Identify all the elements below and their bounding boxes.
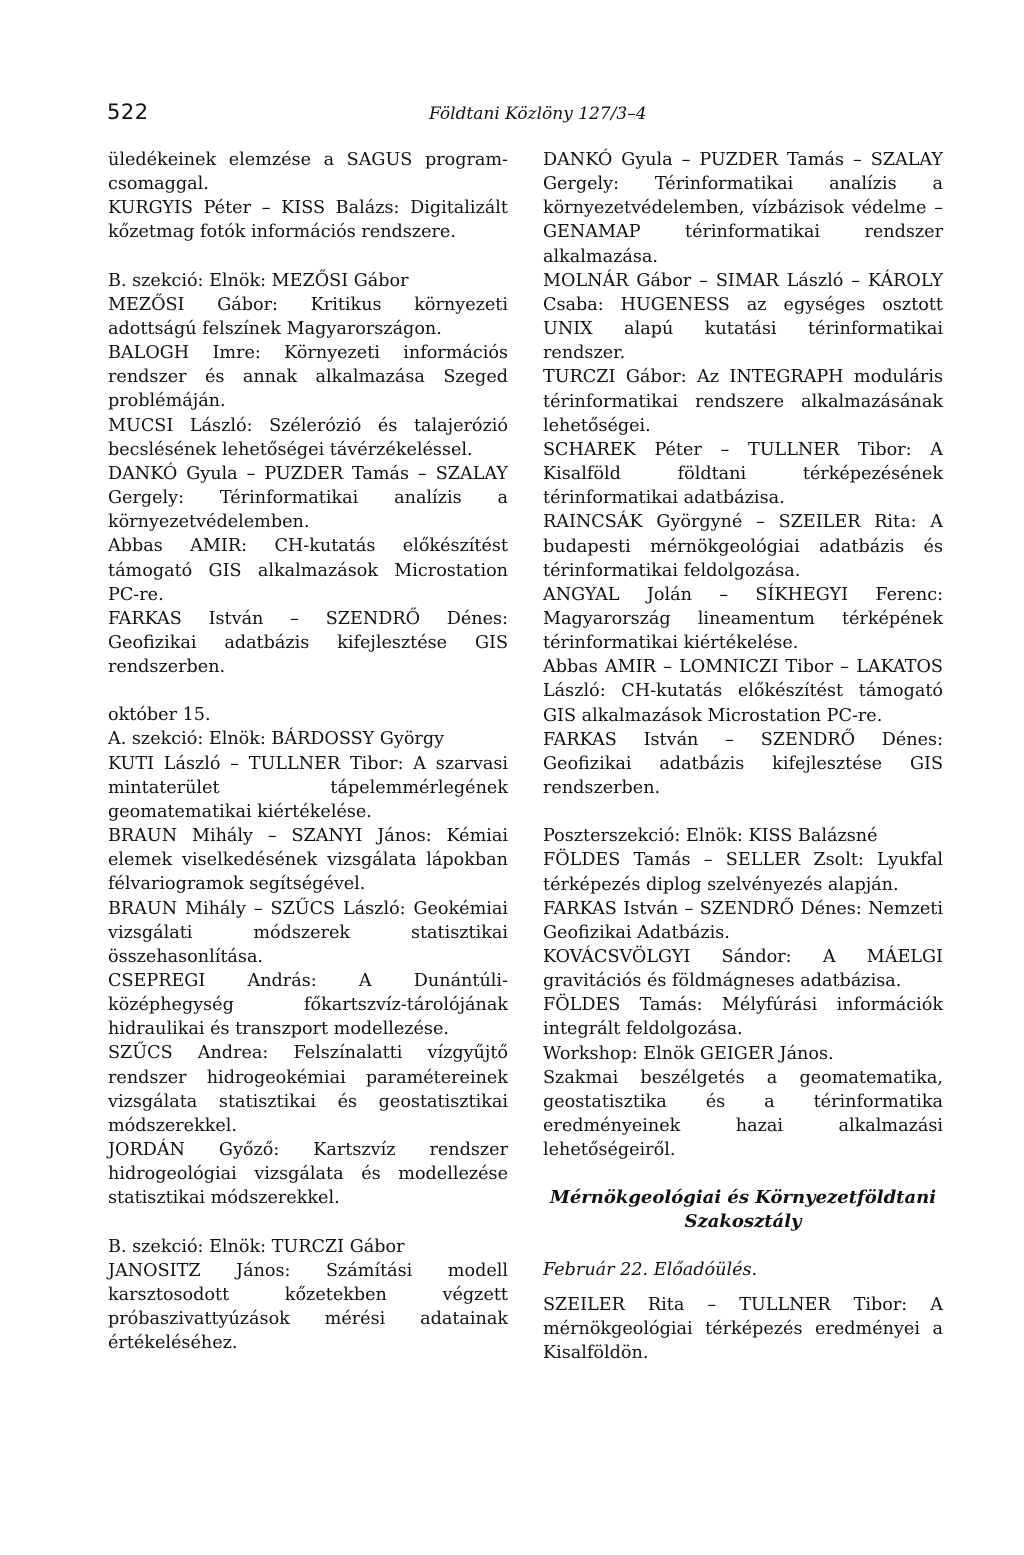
program-entry: KUTI László – TULLNER Tibor: A szarvasi mintaterület tápelemmérlegének geomatematikai kiértékelése. (108, 753, 508, 822)
program-entry: Abbas AMIR: CH-kutatás előkészítést támogató GIS alkalmazások Microstation PC-re. (108, 536, 508, 605)
section-chair: B. szekció: Elnök: TURCZI Gábor (108, 1236, 405, 1257)
section-title: Mérnökgeológiai és Környezetföldtani Szakosztály (549, 1187, 937, 1233)
left-column (108, 148, 508, 1355)
program-entry: FARKAS István – SZENDRŐ Dénes: Geofizikai adatbázis kifejlesztése GIS rendszerben. (108, 608, 508, 678)
program-entry: DANKÓ Gyula – PUZDER Tamás – SZALAY Gergely: Térinformatikai analízis a környezetvédelemben. (108, 463, 508, 533)
program-entry: FARKAS István – SZENDRŐ Dénes: Geofizikai adatbázis kifejlesztése GIS rendszerben. (543, 729, 943, 799)
program-entry: Workshop: Elnök GEIGER János. (543, 1043, 834, 1064)
session-date: Február 22. Előadóülés. (543, 1260, 758, 1281)
program-entry: MEZŐSI Gábor: Kritikus környezeti adottságú felszínek Magyarországon. (108, 294, 508, 339)
program-entry: SZEILER Rita – TULLNER Tibor: A mérnökgeológiai térképezés eredményei a Kisalföldön. (543, 1294, 943, 1363)
section-chair: Poszterszekció: Elnök: KISS Balázsné (543, 826, 878, 847)
program-entry: JANOSITZ János: Számítási modell karsztosodott kőzetekben végzett próbaszivattyúzások mérési adatainak értékeléséhez. (108, 1260, 508, 1354)
program-entry: SZŰCS Andrea: Felszínalatti vízgyűjtő rendszer hidrogeokémiai paramétereinek vizsgálata statisztikai és geostatisztikai módszerekkel. (108, 1043, 508, 1136)
section-chair: A. szekció: Elnök: BÁRDOSSY György (108, 729, 445, 750)
program-entry: RAINCSÁK Györgyné – SZEILER Rita: A budapesti mérnökgeológiai adatbázis és térinformatikai feldolgozása. (543, 512, 943, 581)
program-entry: FARKAS István – SZENDRŐ Dénes: Nemzeti Geofizikai Adatbázis. (543, 898, 943, 943)
program-entry: Szakmai beszélgetés a geomatematika, geostatisztika és a térinformatika eredményeinek hazai alkalmazási lehetőségeiről. (543, 1067, 943, 1161)
program-entry: SCHAREK Péter – TULLNER Tibor: A Kisalföld földtani térképezésének térinformatikai adatbázisa. (543, 439, 943, 509)
program-entry: KURGYIS Péter – KISS Balázs: Digitalizált kőzetmag fotók információs rendszere. (108, 198, 508, 243)
right-column (543, 148, 943, 1365)
program-entry: BRAUN Mihály – SZANYI János: Kémiai elemek viselkedésének vizsgálata lápokban félvariogramok segítségével. (108, 826, 508, 895)
journal-running-head: Földtani Közlöny 127/3–4 (429, 104, 647, 124)
program-entry: BALOGH Imre: Környezeti információs rendszer és annak alkalmazása Szeged problémáján. (108, 343, 508, 412)
program-entry: üledékeinek elemzése a SAGUS program-csomaggal. (108, 150, 508, 195)
program-entry: ANGYAL Jolán – SÍKHEGYI Ferenc: Magyarország lineamentum térképének térinformatikai kiértékelése. (543, 584, 943, 654)
session-date: október 15. (108, 705, 211, 726)
program-entry: BRAUN Mihály – SZŰCS László: Geokémiai vizsgálati módszerek statisztikai összehasonlítása. (108, 898, 508, 967)
program-entry: MUCSI László: Szélerózió és talajerózió becslésének lehetőségei távérzékeléssel. (108, 415, 508, 460)
program-entry: KOVÁCSVÖLGYI Sándor: A MÁELGI gravitációs és földmágneses adatbázisa. (543, 947, 943, 992)
program-entry: JORDÁN Győző: Kartszvíz rendszer hidrogeológiai vizsgálata és modellezése statisztikai módszerekkel. (108, 1140, 508, 1209)
program-entry: TURCZI Gábor: Az INTEGRAPH moduláris térinformatikai rendszere alkalmazásának lehetőségei. (543, 367, 943, 436)
page-number: 522 (107, 100, 149, 124)
section-chair: B. szekció: Elnök: MEZŐSI Gábor (108, 270, 409, 291)
program-entry: FÖLDES Tamás: Mélyfúrási információk integrált feldolgozása. (543, 995, 943, 1040)
program-entry: MOLNÁR Gábor – SIMAR László – KÁROLY Csaba: HUGENESS az egységes osztott UNIX alapú kutatási térinformatikai rendszer. (543, 270, 943, 364)
program-entry: CSEPREGI András: A Dunántúli-középhegység főkartszvíz-tárolójának hidraulikai és transzport modellezése. (108, 971, 508, 1040)
program-entry: DANKÓ Gyula – PUZDER Tamás – SZALAY Gergely: Térinformatikai analízis a környezetvédelemben, vízbázisok védelme – GENAMAP térinformatikai rendszer alkalmazása. (543, 150, 943, 267)
program-entry: FÖLDES Tamás – SELLER Zsolt: Lyukfal térképezés diplog szelvényezés alapján. (543, 850, 943, 895)
program-entry: Abbas AMIR – LOMNICZI Tibor – LAKATOS László: CH-kutatás előkészítést támogató GIS alkalmazások Microstation PC-re. (543, 657, 943, 726)
page-header (107, 100, 939, 132)
